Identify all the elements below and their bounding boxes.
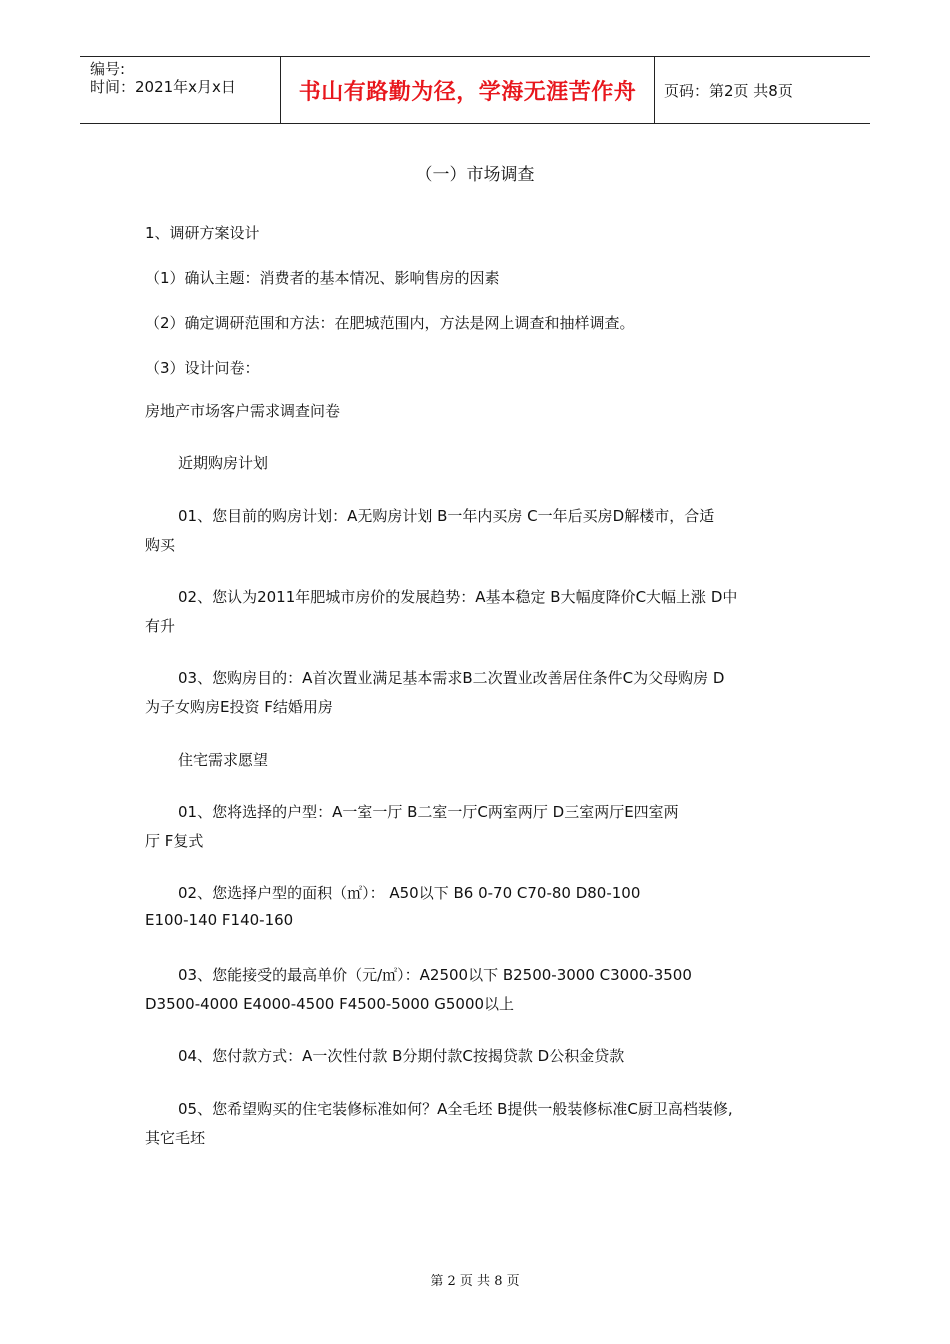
page-footer: 第 2 页 共 8 页: [430, 1274, 520, 1289]
header-page-cell: [655, 57, 870, 123]
question-line: 有升: [145, 617, 176, 635]
body-line: 1、调研方案设计: [145, 224, 260, 242]
header-motto-cell: [281, 57, 655, 123]
document-time-label: 时间：2021年x月x日: [90, 78, 236, 96]
question-line: 04、您付款方式：A一次性付款 B分期付款C按揭贷款 D公积金贷款: [178, 1047, 625, 1065]
body-line: 房地产市场客户需求调查问卷: [145, 402, 341, 420]
question-line: 其它毛坯: [145, 1129, 206, 1147]
page-header: [80, 56, 870, 124]
body-line: （2）确定调研范围和方法：在肥城范围内，方法是网上调查和抽样调查。: [145, 314, 635, 332]
header-motto: 书山有路勤为径，学海无涯苦作舟: [298, 79, 637, 105]
question-line: 03、您能接受的最高单价（元/㎡）：A2500以下 B2500-3000 C3000-3500: [178, 966, 692, 984]
subheading: 住宅需求愿望: [178, 751, 269, 769]
body-line: （3）设计问卷：: [145, 359, 260, 377]
question-line: 为子女购房E投资 F结婚用房: [145, 698, 333, 716]
question-line: D3500-4000 E4000-4500 F4500-5000 G5000以上: [145, 995, 515, 1013]
question-line: 02、您认为2011年肥城市房价的发展趋势：A基本稳定 B大幅度降价C大幅上涨 D中: [178, 588, 738, 606]
document-number-label: 编号:: [90, 60, 126, 78]
question-line: 02、您选择户型的面积（㎡）： A50以下 B6 0-70 C70-80 D80-100: [178, 884, 641, 902]
subheading: 近期购房计划: [178, 454, 269, 472]
question-line: 05、您希望购买的住宅装修标准如何？A全毛坯 B提供一般装修标准C厨卫高档装修,: [178, 1100, 733, 1118]
section-title: （一）市场调查: [415, 165, 535, 185]
question-line: E100-140 F140-160: [145, 911, 294, 929]
question-line: 购买: [145, 536, 176, 554]
question-line: 01、您目前的购房计划：A无购房计划 B一年内买房 C一年后买房D解楼市，合适: [178, 507, 715, 525]
question-line: 01、您将选择的户型：A一室一厅 B二室一厅C两室两厅 D三室两厅E四室两: [178, 803, 679, 821]
question-line: 03、您购房目的：A首次置业满足基本需求B二次置业改善居住条件C为父母购房 D: [178, 669, 725, 687]
question-line: 厅 F复式: [145, 832, 204, 850]
header-meta: [80, 57, 281, 123]
header-page-number: 页码：第2页 共8页: [664, 81, 793, 100]
body-line: （1）确认主题：消费者的基本情况、影响售房的因素: [145, 269, 500, 287]
